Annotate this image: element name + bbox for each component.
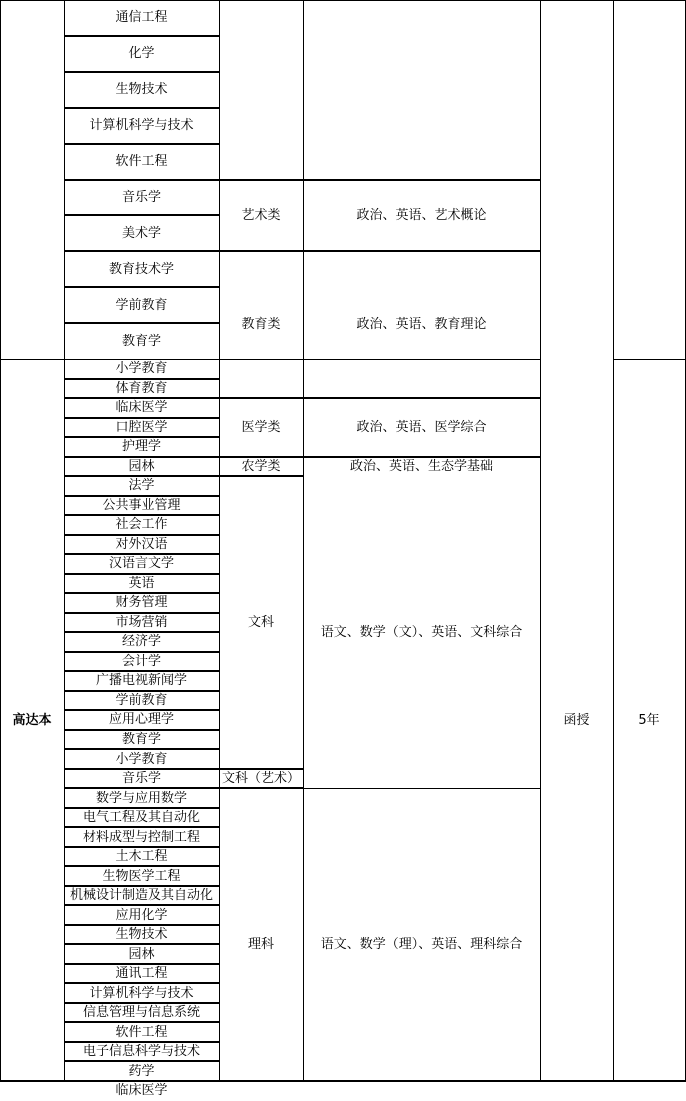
level-cell: 高达本 bbox=[0, 359, 64, 1081]
category-cell bbox=[219, 0, 303, 180]
major-cell: 园林 bbox=[64, 944, 219, 964]
grid-line-h bbox=[64, 1002, 220, 1004]
major-cell: 经济学 bbox=[64, 632, 219, 652]
major-cell: 材料成型与控制工程 bbox=[64, 827, 219, 847]
major-cell: 学前教育 bbox=[64, 691, 219, 711]
major-cell: 药学 bbox=[64, 1061, 219, 1081]
major-cell: 教育学 bbox=[64, 730, 219, 750]
major-cell: 美术学 bbox=[64, 215, 219, 251]
major-cell: 生物技术 bbox=[64, 72, 219, 108]
major-cell: 财务管理 bbox=[64, 593, 219, 613]
major-cell: 广播电视新闻学 bbox=[64, 671, 219, 691]
major-cell: 小学教育 bbox=[64, 359, 219, 379]
grid-line-v bbox=[64, 0, 65, 1082]
duration-cell: 5年 bbox=[613, 359, 685, 1081]
major-cell: 口腔医学 bbox=[64, 418, 219, 438]
grid-line-h bbox=[64, 107, 220, 109]
grid-line-h bbox=[64, 982, 220, 984]
grid-line-h bbox=[219, 397, 304, 399]
grid-line-h bbox=[219, 250, 304, 252]
study-mode-cell: 函授 bbox=[540, 359, 613, 1081]
grid-line-h bbox=[0, 359, 541, 360]
grid-line-h bbox=[64, 1041, 220, 1043]
grid-line-v bbox=[0, 0, 1, 1082]
grid-line-v bbox=[540, 0, 541, 1082]
major-cell: 对外汉语 bbox=[64, 535, 219, 555]
major-cell: 化学 bbox=[64, 36, 219, 72]
major-cell: 会计学 bbox=[64, 652, 219, 672]
grid-line-h bbox=[64, 807, 220, 809]
category-cell: 农学类 bbox=[219, 457, 303, 477]
grid-line-h bbox=[64, 885, 220, 887]
grid-line-h bbox=[64, 709, 220, 711]
grid-line-h bbox=[64, 286, 220, 288]
major-cell: 电子信息科学与技术 bbox=[64, 1042, 219, 1062]
grid-line-h bbox=[64, 71, 220, 73]
grid-line-h bbox=[64, 787, 220, 789]
grid-line-h bbox=[64, 436, 220, 438]
grid-line-h bbox=[64, 963, 220, 965]
grid-line-h bbox=[64, 846, 220, 848]
grid-line-h bbox=[64, 1060, 220, 1062]
grid-line-h bbox=[219, 179, 304, 181]
major-cell: 临床医学 bbox=[64, 1081, 219, 1101]
major-cell: 音乐学 bbox=[64, 180, 219, 216]
major-cell: 公共事业管理 bbox=[64, 496, 219, 516]
grid-line-h bbox=[64, 924, 220, 926]
grid-line-h bbox=[64, 475, 220, 477]
major-cell: 临床医学 bbox=[64, 398, 219, 418]
major-cell: 软件工程 bbox=[64, 1022, 219, 1042]
major-cell: 信息管理与信息系统 bbox=[64, 1003, 219, 1023]
grid-line-h bbox=[64, 397, 220, 399]
grid-line-h bbox=[64, 904, 220, 906]
exam-subjects-cell: 政治、英语、艺术概论 bbox=[303, 180, 540, 252]
category-cell: 文科（艺术） bbox=[219, 769, 303, 789]
grid-line-v bbox=[613, 0, 614, 1082]
grid-line-h bbox=[303, 456, 541, 458]
exam-subjects-cell: 语文、数学（文）、英语、文科综合 bbox=[303, 476, 540, 788]
major-cell: 通讯工程 bbox=[64, 964, 219, 984]
grid-line-h bbox=[219, 787, 304, 789]
grid-line-h bbox=[64, 592, 220, 594]
grid-line-h bbox=[64, 456, 220, 458]
grid-line-h bbox=[64, 35, 220, 37]
major-cell: 软件工程 bbox=[64, 144, 219, 180]
exam-subjects-cell: 政治、英语、生态学基础 bbox=[303, 457, 540, 477]
grid-line-h bbox=[64, 1021, 220, 1023]
grid-line-h bbox=[64, 865, 220, 867]
exam-subjects-cell: 政治、英语、教育理论 bbox=[303, 251, 540, 398]
category-cell: 医学类 bbox=[219, 398, 303, 457]
grid-line-h bbox=[0, 0, 686, 1]
grid-line-h bbox=[64, 943, 220, 945]
grid-line-h bbox=[64, 553, 220, 555]
major-cell: 计算机科学与技术 bbox=[64, 108, 219, 144]
major-cell: 应用心理学 bbox=[64, 710, 219, 730]
grid-line-h bbox=[64, 670, 220, 672]
grid-line-v bbox=[303, 0, 304, 1082]
major-cell: 生物技术 bbox=[64, 925, 219, 945]
category-cell: 教育类 bbox=[219, 251, 303, 398]
major-cell: 护理学 bbox=[64, 437, 219, 457]
grid-line-h bbox=[64, 826, 220, 828]
grid-line-h bbox=[64, 631, 220, 633]
grid-line-h bbox=[64, 514, 220, 516]
grid-line-h bbox=[64, 417, 220, 419]
major-cell: 小学教育 bbox=[64, 749, 219, 769]
level-cell bbox=[0, 0, 64, 359]
grid-line-h bbox=[64, 322, 220, 324]
major-cell: 计算机科学与技术 bbox=[64, 983, 219, 1003]
grid-line-h bbox=[303, 788, 541, 789]
major-cell: 汉语言文学 bbox=[64, 554, 219, 574]
major-cell: 土木工程 bbox=[64, 847, 219, 867]
major-cell: 机械设计制造及其自动化 bbox=[64, 886, 219, 906]
major-cell: 电气工程及其自动化 bbox=[64, 808, 219, 828]
grid-line-h bbox=[64, 729, 220, 731]
grid-line-h bbox=[64, 143, 220, 145]
grid-line-h bbox=[613, 359, 686, 360]
grid-line-h bbox=[64, 690, 220, 692]
grid-line-h bbox=[64, 534, 220, 536]
category-cell: 理科 bbox=[219, 788, 303, 1100]
category-cell: 文科 bbox=[219, 476, 303, 769]
major-cell: 园林 bbox=[64, 457, 219, 477]
grid-line-h bbox=[64, 378, 220, 380]
major-cell: 体育教育 bbox=[64, 379, 219, 399]
grid-line-h bbox=[64, 179, 220, 181]
major-cell: 教育学 bbox=[64, 323, 219, 359]
grid-line-h bbox=[219, 456, 304, 458]
grid-line-h bbox=[303, 250, 541, 252]
grid-line-h bbox=[64, 214, 220, 216]
grid-line-h bbox=[64, 768, 220, 770]
grid-line-h bbox=[64, 651, 220, 653]
grid-line-h bbox=[64, 573, 220, 575]
major-cell: 英语 bbox=[64, 574, 219, 594]
grid-line-v bbox=[219, 0, 220, 1082]
major-cell: 社会工作 bbox=[64, 515, 219, 535]
major-cell: 学前教育 bbox=[64, 287, 219, 323]
exam-subjects-cell: 政治、英语、医学综合 bbox=[303, 398, 540, 457]
grid-line-h bbox=[64, 250, 220, 252]
major-cell: 法学 bbox=[64, 476, 219, 496]
major-cell: 数学与应用数学 bbox=[64, 788, 219, 808]
grid-line-h bbox=[64, 612, 220, 614]
major-cell: 通信工程 bbox=[64, 0, 219, 36]
major-cell: 生物医学工程 bbox=[64, 866, 219, 886]
grid-line-h bbox=[64, 748, 220, 750]
grid-line-h bbox=[303, 179, 541, 181]
major-cell: 音乐学 bbox=[64, 769, 219, 789]
grid-line-h bbox=[219, 475, 304, 477]
grid-line-h bbox=[64, 495, 220, 497]
major-cell: 教育技术学 bbox=[64, 251, 219, 287]
major-cell: 市场营销 bbox=[64, 613, 219, 633]
grid-line-h bbox=[303, 397, 541, 399]
major-cell: 应用化学 bbox=[64, 905, 219, 925]
exam-subjects-cell: 语文、数学（理）、英语、理科综合 bbox=[303, 788, 540, 1100]
grid-line-h bbox=[219, 768, 304, 770]
exam-subjects-cell bbox=[303, 0, 540, 180]
category-cell: 艺术类 bbox=[219, 180, 303, 252]
